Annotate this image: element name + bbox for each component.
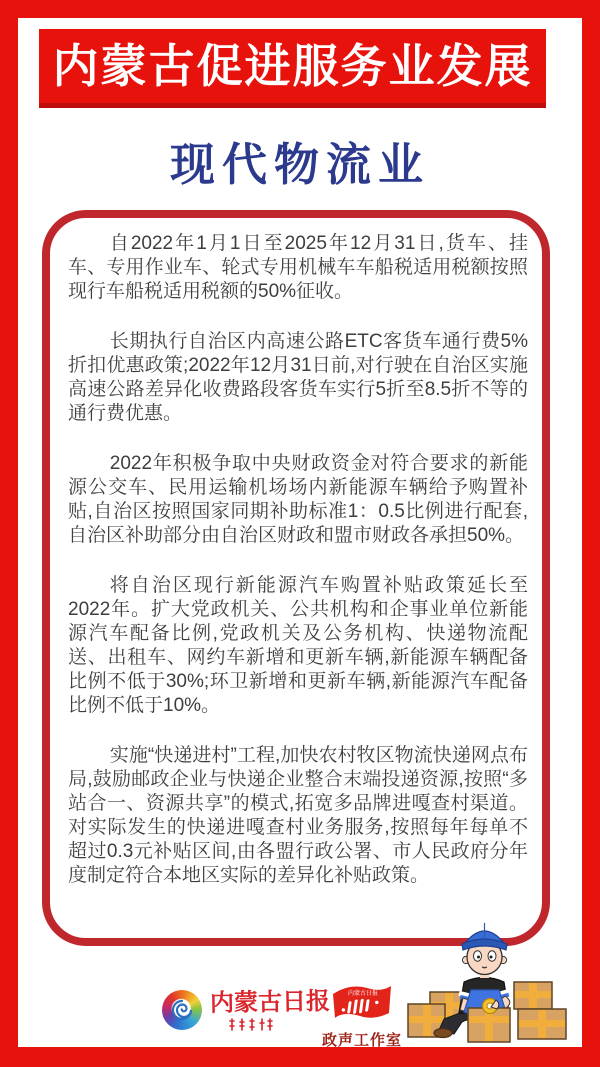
studio-logo: [320, 984, 404, 1048]
header-banner: [39, 29, 546, 108]
studio-name: 政声工作室: [321, 1032, 402, 1049]
courier-illustration-icon: [402, 912, 586, 1044]
policy-paragraph: 将自治区现行新能源汽车购置补贴政策延长至2022年。扩大党政机关、公共机构和企事业单位新能源汽车配备比例,党政机关及公务机构、快递物流配送、出租车、网约车新增和更新车辆,新能源车辆配备比例不低于30%;环卫新增和更新车辆,新能源汽车配备比例不低于10%。: [68, 575, 528, 716]
policy-paragraph: 长期执行自治区内高速公路ETC客货车通行费5%折扣优惠政策;2022年12月31日前,对行驶在自治区实施高速公路差异化收费路段客货车实行5折至8.5折不等的通行费优惠。: [68, 331, 528, 424]
newspaper-logo: [162, 987, 331, 1036]
parcel-box: [514, 982, 552, 1009]
flag-small-text: 内蒙古日报: [347, 991, 379, 997]
swirl-glyph: [169, 997, 195, 1023]
policy-paragraph: 实施“快递进村”工程,加快农村牧区物流快递网点布局,鼓励邮政企业与快递企业整合末端投递资源,按照“多站合一、资源共享”的模式,拓宽多品牌进嘎查村渠道。对实际发生的快递进嘎查村业务服务,按照每年每单不超过0.3元补贴区间,由各盟行政公署、市人民政府分年度制定符合本地区实际的差异化补贴政策。: [68, 745, 528, 886]
section-subtitle: 现代物流业: [169, 139, 430, 190]
policy-paragraph: 2022年积极争取中央财政资金对符合要求的新能源公交车、民用运输机场场内新能源车辆给予购置补贴,自治区按照国家同期补助标准1：0.5比例进行配套,自治区补助部分由自治区财政和盟市财政各承担50%。: [68, 453, 528, 546]
poster-title: 内蒙古促进服务业发展: [52, 40, 533, 92]
policy-panel: [42, 210, 550, 946]
newspaper-name: 内蒙古日报: [209, 987, 331, 1018]
parcel-box: [518, 1009, 566, 1039]
mongolian-script-icon: [228, 1018, 274, 1031]
rainbow-swirl-icon: [162, 990, 202, 1030]
red-flag-icon: [329, 984, 395, 1026]
policy-paragraph: 自2022年1月1日至2025年12月31日,货车、挂车、专用作业车、轮式专用机械车车船税适用税额按照现行车船税适用税额的50%征收。: [68, 233, 528, 302]
newspaper-logo-text-block: [209, 987, 331, 1036]
